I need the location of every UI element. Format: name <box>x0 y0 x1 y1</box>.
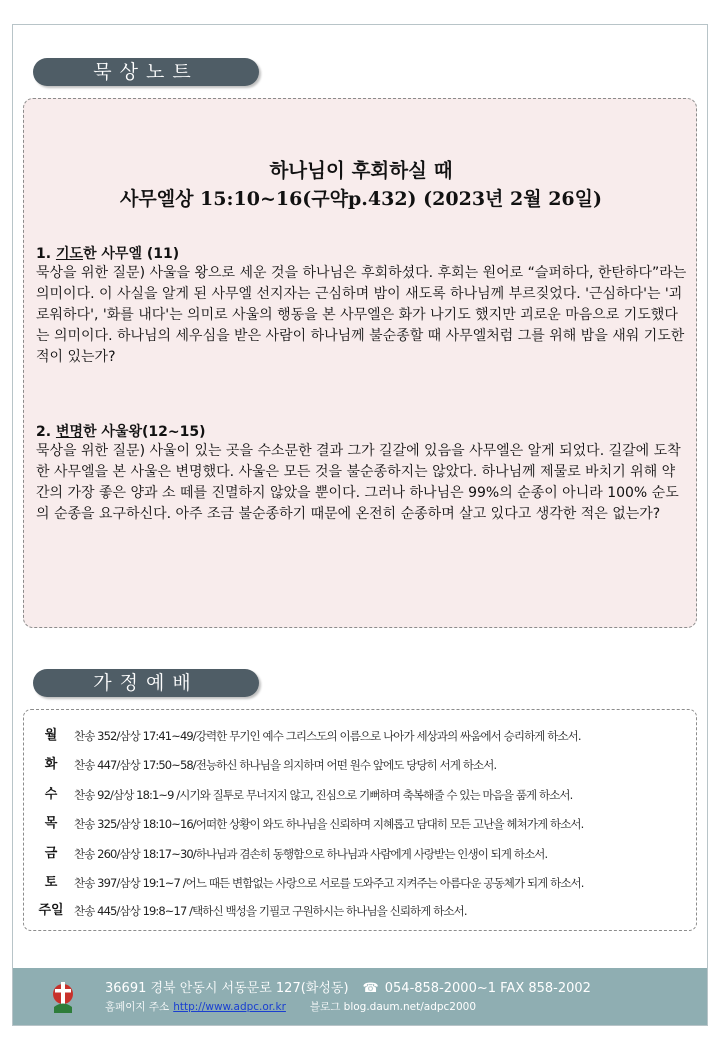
worship-row <box>24 784 698 806</box>
worship-row <box>24 900 698 922</box>
section-2-body: 묵상을 위한 질문) 사울이 있는 곳을 수소문한 결과 그가 길갈에 있음을 사무엘은 알게 되었다. 길갈에 도착한 사무엘을 본 사울은 변명했다. 사울은 모든 것을 불순종하지는 않았다. 하나님께 제물로 바치기 위해 약간의 가장 좋은 양과 소 떼를 진멸하지 않았을 뿐이다. 그러나 하나님은 99%의 순종이 아니라 100% 순도의 순종을 요구하신다. 아주 조금 불순종하기 때문에 온전히 순종하며 살고 있다고 생각한 적은 없는가? <box>36 443 681 522</box>
worship-day: 목 <box>44 816 58 831</box>
section-2-number: 2. <box>36 424 56 440</box>
meditation-box <box>23 98 697 628</box>
footer-address: 36691 경북 안동시 서동문로 127(화성동) <box>105 981 349 996</box>
family-worship-tab: 가정예배 <box>33 669 259 697</box>
footer-contact-line <box>105 977 591 996</box>
worship-day: 수 <box>44 787 58 802</box>
meditation-subtitle: 사무엘상 15:10~16(구약p.432) (2023년 2월 26일) <box>120 188 602 210</box>
blog-address: 블로그 blog.daum.net/adpc2000 <box>309 1001 477 1013</box>
worship-day: 토 <box>44 875 58 890</box>
worship-row <box>24 872 698 894</box>
section-1-body: 묵상을 위한 질문) 사울을 왕으로 세운 것을 하나님은 후회하셨다. 후회는 원어로 “슬퍼하다, 한탄하다”라는 의미이다. 이 사실을 알게 된 사무엘 선지자는 근심하며 밤이 새도록 하나님께 부르짖었다. '근심하다'는 '괴로워하다', '화를 내다'는 의미로 사울의 행동을 본 사무엘은 화가 나기도 했지만 괴로운 마음으로 기도했다는 의미이다. 하나님의 세우심을 받은 사람이 하나님께 불순종할 때 사무엘처럼 그를 위해 밤을 새워 기도한 적이 있는가? <box>36 265 687 365</box>
section-1-number: 1. <box>36 246 56 262</box>
church-cross-logo-icon <box>51 980 75 1014</box>
family-worship-box <box>23 709 697 931</box>
worship-day: 주일 <box>38 903 64 918</box>
section-2-heading <box>36 421 205 441</box>
meditation-notes-tab: 묵상노트 <box>33 58 259 86</box>
worship-text: 찬송 445/삼상 19:8~17 /택하신 백성을 기필코 구원하시는 하나님을 신뢰하게 하소서. <box>74 904 467 918</box>
worship-text: 찬송 92/삼상 18:1~9 /시기와 질투로 무너지지 않고, 진심으로 기뻐하며 축복해줄 수 있는 마음을 품게 하소서. <box>74 788 573 802</box>
section-1-keyword: 기도 <box>55 246 83 262</box>
worship-row <box>24 843 698 865</box>
worship-row <box>24 725 698 747</box>
footer-web-line <box>105 999 476 1014</box>
meditation-title: 하나님이 후회하실 때 <box>269 159 453 182</box>
section-2-keyword: 변명 <box>55 424 83 440</box>
footer-phone: 054-858-2000~1 FAX 858-2002 <box>384 981 591 996</box>
worship-text: 찬송 447/삼상 17:50~58/전능하신 하나님을 의지하며 어떤 원수 앞에도 당당히 서게 하소서. <box>74 758 497 772</box>
worship-text: 찬송 397/삼상 19:1~7 /어느 때든 변함없는 사랑으로 서로를 도와주고 지켜주는 아름다운 공동체가 되게 하소서. <box>74 876 584 890</box>
homepage-label: 홈페이지 주소 <box>105 1001 170 1013</box>
worship-text: 찬송 325/삼상 18:10~16/어떠한 상황이 와도 하나님을 신뢰하며 지혜롭고 담대히 모든 고난을 헤쳐가게 하소서. <box>74 817 584 831</box>
homepage-link[interactable]: http://www.adpc.or.kr <box>173 1001 286 1013</box>
worship-text: 찬송 352/삼상 17:41~49/강력한 무기인 예수 그리스도의 이름으로 나아가 세상과의 싸움에서 승리하게 하소서. <box>74 729 581 743</box>
worship-day: 화 <box>44 757 58 772</box>
phone-icon: ☎ <box>362 981 379 996</box>
worship-day: 금 <box>44 846 58 861</box>
worship-row <box>24 754 698 776</box>
section-1-heading <box>36 243 179 263</box>
worship-text: 찬송 260/삼상 18:17~30/하나님과 겸손히 동행함으로 하나님과 사람에게 사랑받는 인생이 되게 하소서. <box>74 847 548 861</box>
footer <box>13 968 707 1025</box>
worship-row <box>24 813 698 835</box>
section-2-heading-rest: 한 사울왕(12~15) <box>83 424 206 440</box>
worship-day: 월 <box>44 728 58 743</box>
section-1-heading-rest: 한 사무엘 (11) <box>83 246 180 262</box>
